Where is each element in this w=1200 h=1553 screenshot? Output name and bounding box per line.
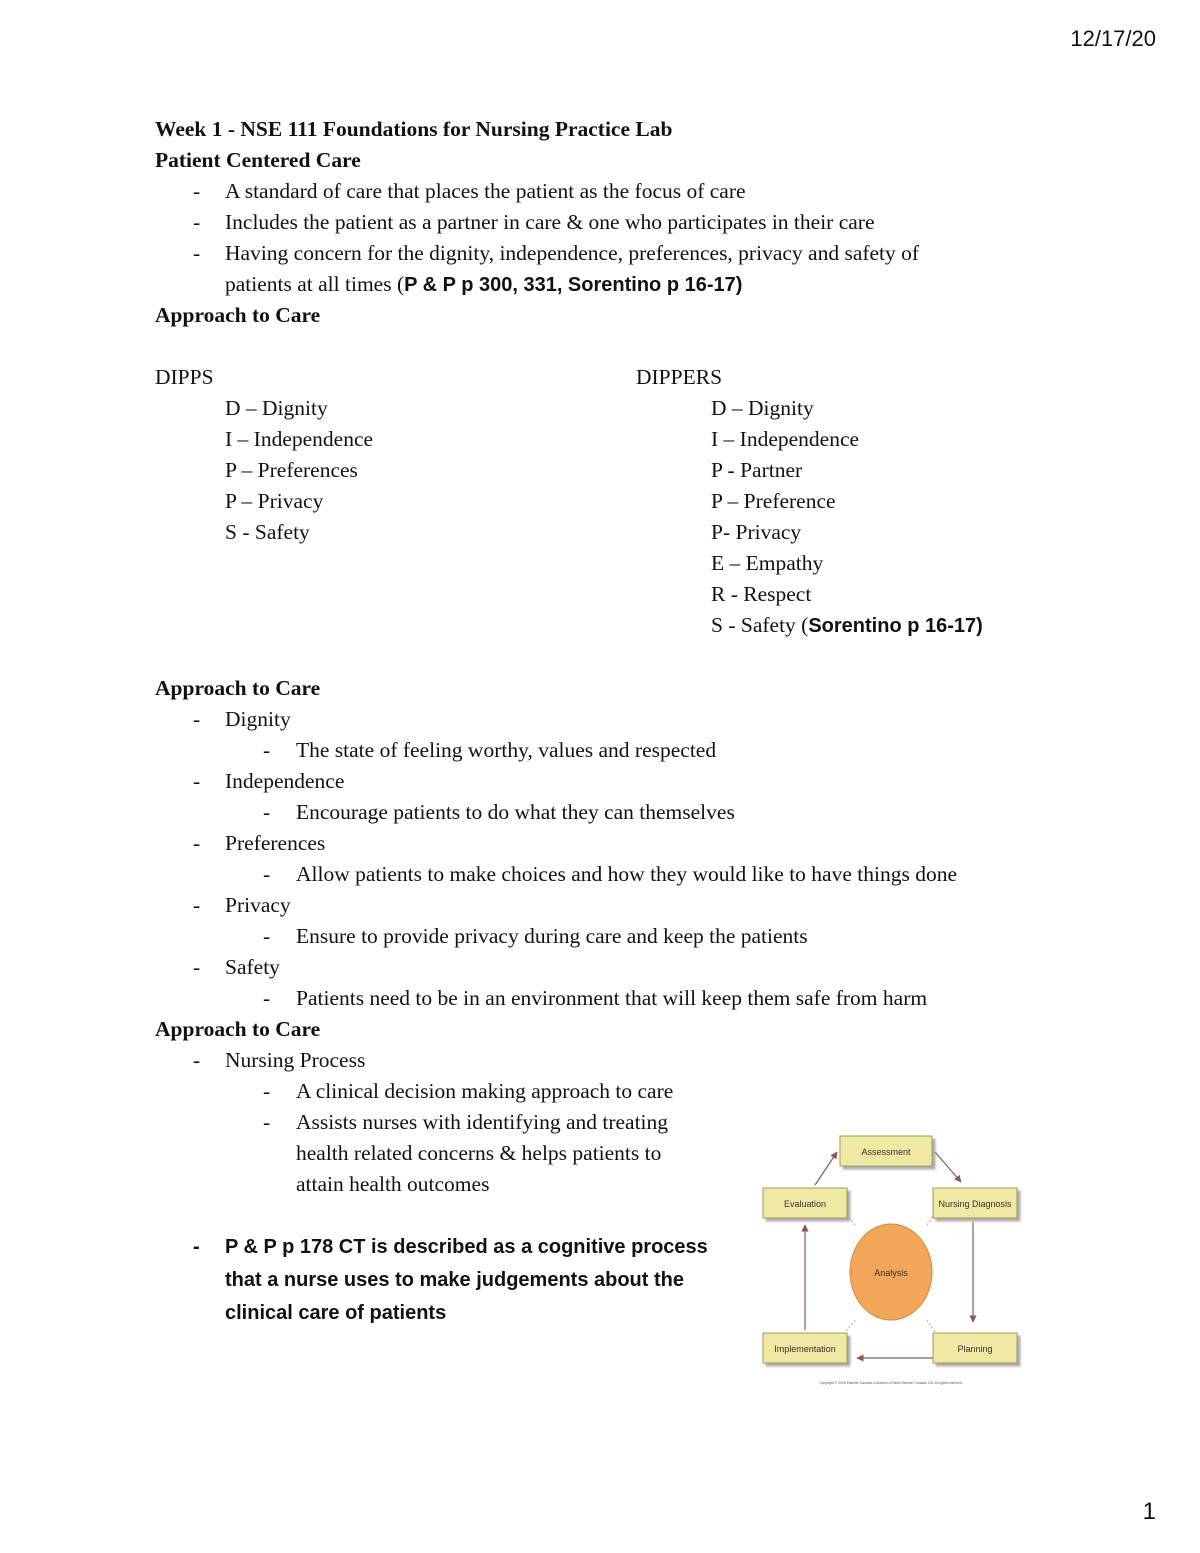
approach-term-desc: - Ensure to provide privacy during care and keep the patients bbox=[263, 924, 808, 948]
dipps-item: P – Preferences bbox=[225, 458, 358, 482]
assessment-label: Assessment bbox=[861, 1147, 911, 1157]
approach-term: - Preferences bbox=[193, 831, 326, 855]
dippers-item: I – Independence bbox=[711, 427, 860, 451]
pcc-bullet: - A standard of care that places the patient as the focus of care bbox=[193, 179, 746, 203]
dippers-item: P - Partner bbox=[711, 458, 803, 482]
page-date: 12/17/20 bbox=[1070, 26, 1156, 51]
dippers-source: Sorentino p 16-17) bbox=[808, 615, 983, 637]
planning-label: Planning bbox=[957, 1344, 993, 1354]
approach-term: - Dignity bbox=[193, 707, 291, 731]
pcc-heading: Patient Centered Care bbox=[155, 148, 361, 172]
dippers-item: P – Preference bbox=[711, 489, 836, 513]
document-title: Week 1 - NSE 111 Foundations for Nursing Practice Lab bbox=[155, 117, 673, 141]
dipps-item: D – Dignity bbox=[225, 396, 328, 420]
approach-term-desc: - Patients need to be in an environment that will keep them safe from harm bbox=[263, 986, 928, 1010]
ct-definition-cont: clinical care of patients bbox=[225, 1302, 447, 1324]
pcc-bullet: - Having concern for the dignity, independence, preferences, privacy and safety of bbox=[193, 241, 920, 265]
pcc-bullet-continuation: patients at all times (P & P p 300, 331, Sorentino p 16-17) bbox=[225, 272, 743, 296]
approach-term-desc: - The state of feeling worthy, values and respected bbox=[263, 738, 717, 762]
dippers-item: S - Safety (Sorentino p 16-17) bbox=[711, 613, 983, 637]
arrow-evaluation-assessment bbox=[815, 1152, 837, 1185]
nursing-process-sub: - A clinical decision making approach to care bbox=[263, 1079, 674, 1103]
analysis-label: Analysis bbox=[874, 1268, 908, 1278]
dippers-item: D – Dignity bbox=[711, 396, 814, 420]
dipps-item: I – Independence bbox=[225, 427, 374, 451]
dipps-column bbox=[155, 362, 373, 548]
acronym-columns bbox=[155, 362, 1075, 642]
pcc-source: P & P p 300, 331, Sorentino p 16-17) bbox=[404, 274, 743, 296]
nursing-process-sub-cont: attain health outcomes bbox=[296, 1172, 490, 1196]
nursing-process-diagram bbox=[755, 1130, 1025, 1395]
approach-heading-3: Approach to Care bbox=[155, 1017, 321, 1041]
dipps-item: P – Privacy bbox=[225, 489, 324, 513]
dippers-title: DIPPERS bbox=[636, 365, 723, 389]
nursing-process-term: - Nursing Process bbox=[193, 1048, 366, 1072]
dippers-item: P- Privacy bbox=[711, 520, 802, 544]
nursing-diagnosis-label: Nursing Diagnosis bbox=[938, 1199, 1012, 1209]
pcc-bullet: - Includes the patient as a partner in care & one who participates in their care bbox=[193, 210, 875, 234]
evaluation-label: Evaluation bbox=[783, 1199, 827, 1209]
approach-term: - Safety bbox=[193, 955, 280, 979]
ct-definition: - P & P p 178 CT is described as a cognitive process bbox=[193, 1236, 708, 1258]
ct-definition-cont: that a nurse uses to make judgements about the bbox=[225, 1269, 684, 1291]
dippers-column bbox=[636, 362, 983, 641]
approach-heading-1: Approach to Care bbox=[155, 303, 321, 327]
dippers-item: E – Empathy bbox=[711, 551, 824, 575]
arrow-assessment-diagnosis bbox=[935, 1152, 961, 1182]
dippers-item: R - Respect bbox=[711, 582, 812, 606]
nursing-process-sub-cont: health related concerns & helps patients to bbox=[296, 1141, 662, 1165]
approach-heading-2: Approach to Care bbox=[155, 676, 321, 700]
approach-term: - Privacy bbox=[193, 893, 291, 917]
nursing-process-sub: - Assists nurses with identifying and treating bbox=[263, 1110, 669, 1134]
diagram-copyright: Copyright © 2016 Elsevier Canada, a division of Reed Elsevier Canada, Ltd. All rights reserved. bbox=[819, 1381, 963, 1385]
dipps-item: S - Safety bbox=[225, 520, 310, 544]
approach-term-desc: - Encourage patients to do what they can themselves bbox=[263, 800, 735, 824]
approach-term: - Independence bbox=[193, 769, 345, 793]
implementation-label: Implementation bbox=[774, 1344, 836, 1354]
dipps-title: DIPPS bbox=[155, 365, 214, 389]
approach-term-desc: - Allow patients to make choices and how they would like to have things done bbox=[263, 862, 957, 886]
page-number: 1 bbox=[1142, 1498, 1156, 1525]
